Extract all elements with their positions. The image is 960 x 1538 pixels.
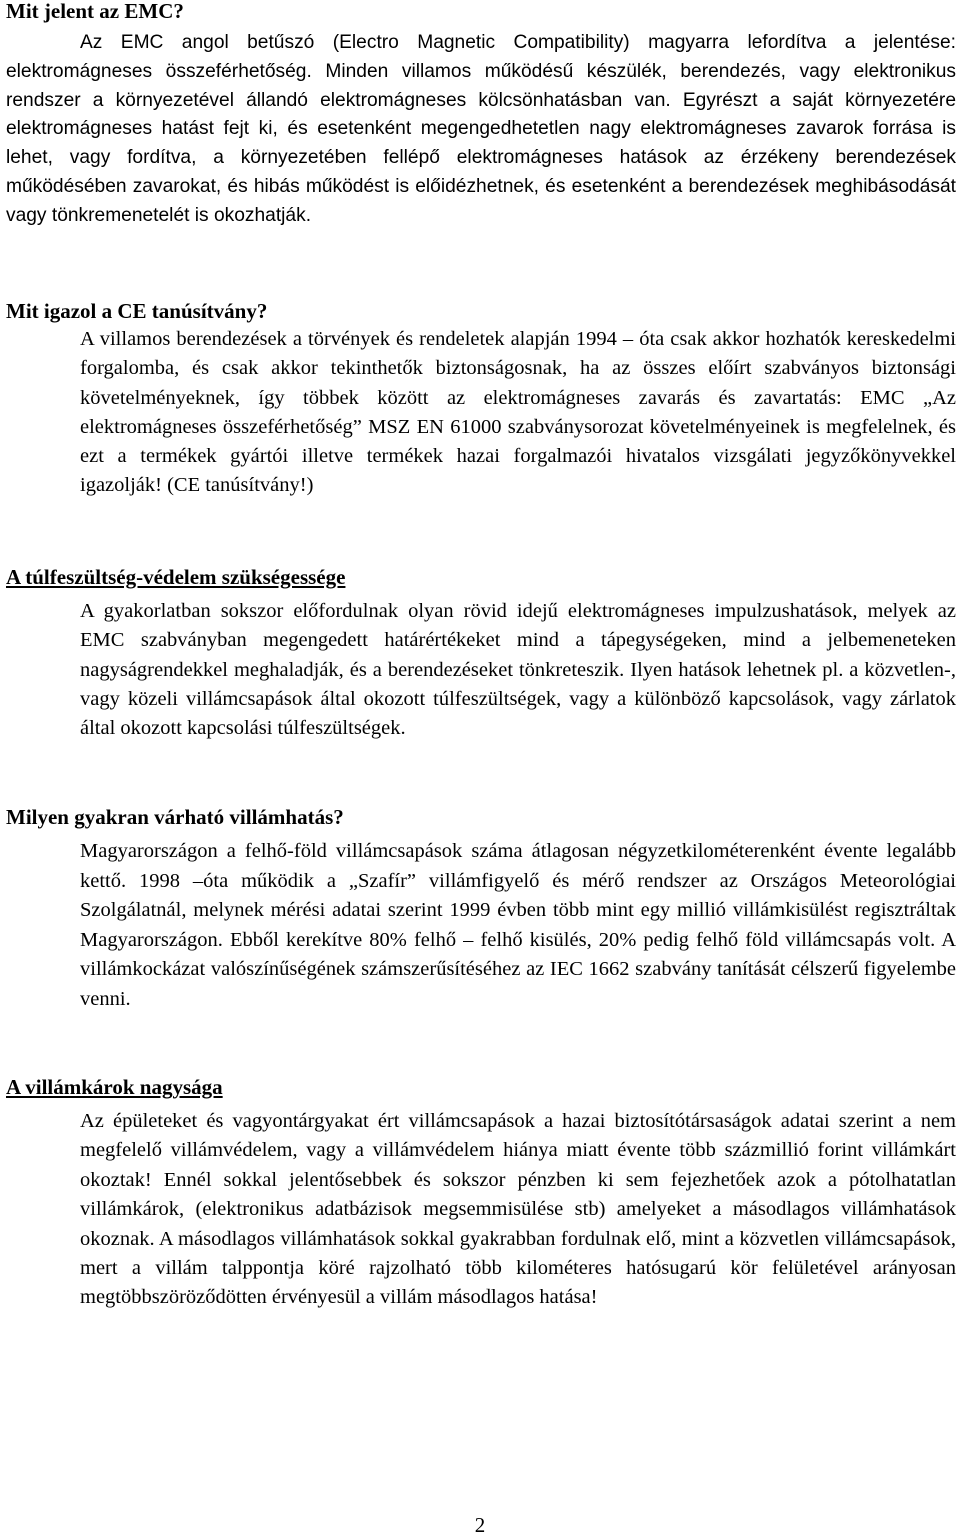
paragraph-emc: Az EMC angol betűszó (Electro Magnetic Compatibility) magyarra lefordítva a jelentése: elektromágneses összeférhetőség. Minden villamos működésű készülék, berendezés, vagy elektronikus rendszer a környezetével állandó elektromágneses kölcsönhatásban van. Egyrészt a saját környezetére elektromágneses hatást fejt ki, és esetenként megengedhetetlen nagy elektromágneses zavarok forrása is lehet, vagy fordítva, a környezetében fellépő elektromágneses hatások az érzékeny berendezések működésében zavarokat, és hibás működést is előidézhetnek, és esetenként a berendezések meghibásodását vagy tönkremenetelét is okozhatják. [6, 32, 956, 226]
heading-lightning-frequency: Milyen gyakran várható villámhatás? [6, 805, 344, 829]
paragraph-ce: A villamos berendezések a törvények és rendeletek alapján 1994 – óta csak akkor hozhatók kereskedelmi forgalomba, és csak akkor tekinthetők biztonságosnak, ha az összes előírt szabványos biztonsági követelményeknek, így többek között az elektromágneses zavarás és zavartatás: EMC „Az elektromágneses összeférhetőség” MSZ EN 61000 szabványsorozat követelményeinek is megfelelnek, és ezt a termékek gyártói illetve termékek hazai forgalmazói hivatalos vizsgálati jegyzőkönyvekkel igazolják! (CE tanúsítvány!) [80, 328, 956, 497]
paragraph-overvoltage: A gyakorlatban sokszor előfordulnak olyan rövid idejű elektromágneses impulzushatások, melyek az EMC szabványban megengedett határértékeket mind a tápegységeken, mind a jelbemeneteken nagyságrendekkel meghaladják, és a berendezéseket tönkreteszik. Ilyen hatások lehetnek pl. a közvetlen-, vagy közeli villámcsapások által okozott túlfeszültségek, vagy a különböző kapcsolások, vagy zárlatok által okozott kapcsolási túlfeszültségek. [80, 600, 956, 740]
heading-lightning-damage: A villámkárok nagysága [6, 1075, 223, 1099]
heading-overvoltage: A túlfeszültség-védelem szükségessége [6, 565, 346, 589]
page-number: 2 [474, 1513, 486, 1537]
paragraph-lightning-frequency: Magyarországon a felhő-föld villámcsapások száma átlagosan négyzetkilométerenként évente legalább kettő. 1998 –óta működik a „Szafír” villámfigyelő és mérő rendszer az Országos Meteorológiai Szolgálatnál, melynek mérési adatai szerint 1999 évben több mint egy millió villámkisülést regisztráltak Magyarországon. Ebből kerekítve 80% felhő – felhő kisülés, 20% pedig felhő föld villámcsapás volt. A villámkockázat valószínűségének számszerűsítéséhez az IEC 1662 szabvány tanítását célszerű figyelembe venni. [80, 840, 956, 1010]
heading-emc: Mit jelent az EMC? [6, 0, 184, 23]
paragraph-lightning-damage: Az épületeket és vagyontárgyakat ért villámcsapások a hazai biztosítótársaságok adatai szerint a nem megfelelő villámvédelem, vagy a villámvédelem hiánya miatt évente több százmillió forint villámkárt okoztak! Ennél sokkal jelentősebbek és sokszor pénzben ki sem fejezhetőek azok a pótolhatatlan villámkárok, (elektronikus adatbázisok megsemmisülése stb) amelyeket a másodlagos villámhatások okoznak. A másodlagos villámhatások sokkal gyakrabban fordulnak elő, mint a közvetlen villámcsapások, mert a villám talppontja köré rajzolható több kilométeres hatósugarú kör felületével arányosan megtöbbszöröződötten érvényesül a villám másodlagos hatása! [80, 1110, 956, 1309]
heading-ce: Mit igazol a CE tanúsítvány? [6, 299, 268, 323]
